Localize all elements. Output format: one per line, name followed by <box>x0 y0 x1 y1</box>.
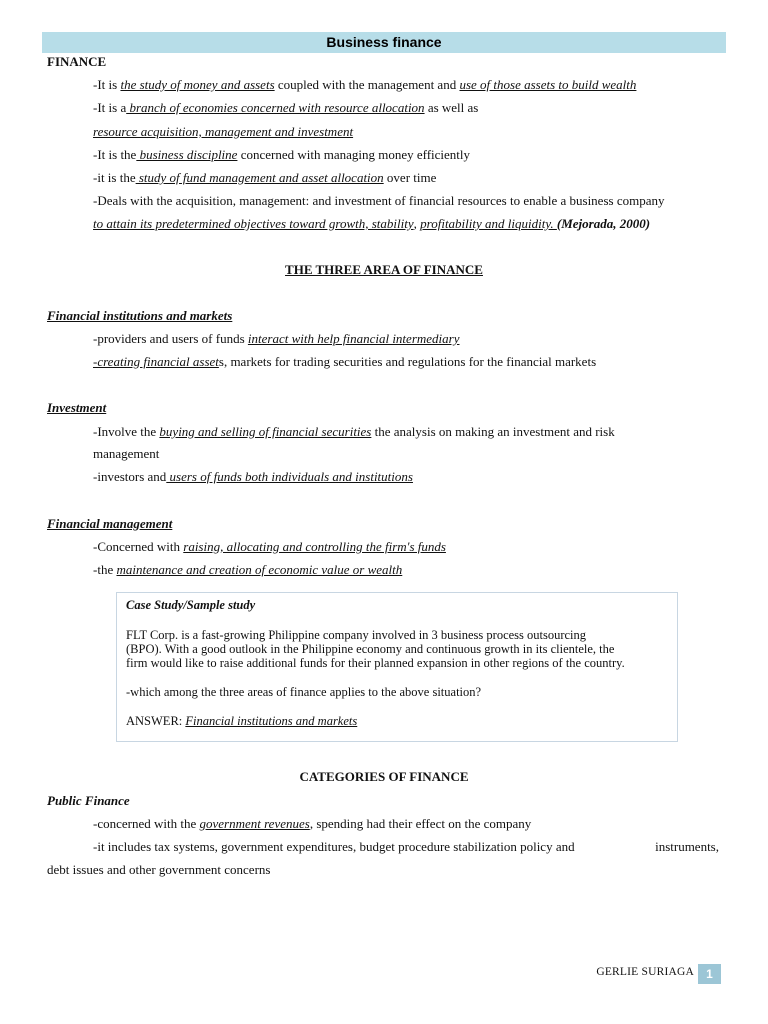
footer-author: GERLIE SURIAGA <box>596 966 694 978</box>
public-finance-title: Public Finance <box>47 793 130 808</box>
finance-line-3: resource acquisition, management and investment <box>93 124 354 139</box>
finance-line-5: -it is the study of fund management and asset allocation over time <box>93 170 437 185</box>
management-line-1: -Concerned with raising, allocating and controlling the firm's funds <box>93 539 446 554</box>
case-study-title: Case Study/Sample study <box>126 598 256 612</box>
categories-heading: CATEGORIES OF FINANCE <box>299 769 469 784</box>
public-finance-line-2: -it includes tax systems, government expenditures, budget procedure stabilization policy and instruments, <box>93 839 719 854</box>
document-title: Business finance <box>326 34 442 50</box>
institutions-line-1: -providers and users of funds interact with help financial intermediary <box>93 331 460 346</box>
investment-line-2: management <box>93 446 160 461</box>
institutions-title: Financial institutions and markets <box>47 308 233 323</box>
finance-line-7: to attain its predetermined objectives toward growth, stability, profitability and liquidity. (Mejorada, 2000) <box>93 216 651 231</box>
finance-line-2: -It is a branch of economies concerned with resource allocation as well as <box>93 100 479 115</box>
institutions-line-2: -creating financial assets, markets for trading securities and regulations for the financial markets <box>93 354 597 369</box>
case-study-paragraph-line-2: (BPO). With a good outlook in the Philippine economy and continuous growth in its clientele, the <box>126 642 615 656</box>
management-line-2: -the maintenance and creation of economic value or wealth <box>93 562 403 577</box>
document-title-banner <box>42 32 726 53</box>
public-finance-line-3: debt issues and other government concerns <box>47 862 271 877</box>
three-areas-heading: THE THREE AREA OF FINANCE <box>285 262 483 277</box>
case-study-paragraph-line-1: FLT Corp. is a fast-growing Philippine company involved in 3 business process outsourcing <box>126 628 587 642</box>
finance-heading: FINANCE <box>47 54 107 69</box>
case-study-answer: ANSWER: Financial institutions and markets <box>126 714 358 728</box>
public-finance-line-1: -concerned with the government revenues, spending had their effect on the company <box>93 816 532 831</box>
management-title: Financial management <box>47 516 173 531</box>
finance-line-4: -It is the business discipline concerned with managing money efficiently <box>93 147 471 162</box>
case-study-question: -which among the three areas of finance applies to the above situation? <box>126 685 482 699</box>
investment-line-1: -Involve the buying and selling of financial securities the analysis on making an investment and risk <box>93 424 615 439</box>
finance-line-1: -It is the study of money and assets coupled with the management and use of those assets to build wealth <box>93 77 637 92</box>
finance-line-6: -Deals with the acquisition, management: and investment of financial resources to enable a business company <box>93 193 665 208</box>
page-number: 1 <box>698 964 721 984</box>
case-study-paragraph-line-3: firm would like to raise additional funds for their planned expansion in other regions of the country. <box>126 656 625 670</box>
investment-title: Investment <box>47 400 107 415</box>
investment-line-3: -investors and users of funds both individuals and institutions <box>93 469 413 484</box>
case-study-box <box>116 592 678 742</box>
